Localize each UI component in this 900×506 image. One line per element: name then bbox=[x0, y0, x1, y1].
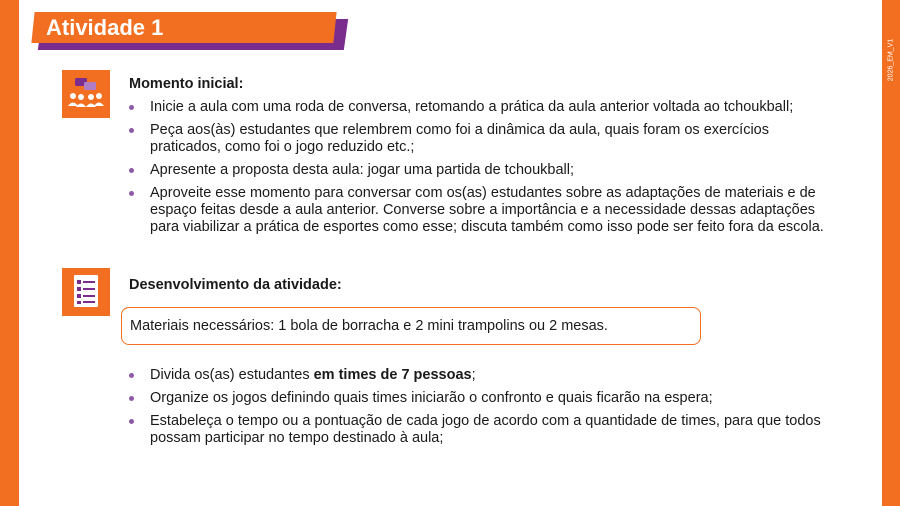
section2-list bbox=[129, 367, 829, 453]
section1-heading: Momento inicial: bbox=[129, 76, 244, 92]
section1-list bbox=[129, 99, 829, 242]
list-item: Organize os jogos definindo quais times iniciarão o confronto e quais ficarão na espera; bbox=[129, 390, 829, 407]
page-title: Atividade 1 bbox=[46, 15, 164, 40]
list-item: Inicie a aula com uma roda de conversa, retomando a prática da aula anterior voltada ao tchoukball; bbox=[129, 99, 829, 116]
list-item: Divida os(as) estudantes em times de 7 pessoas; bbox=[129, 367, 829, 384]
section2-heading: Desenvolvimento da atividade: bbox=[129, 277, 342, 293]
group-discussion-icon bbox=[62, 70, 110, 118]
left-accent-bar bbox=[0, 0, 19, 506]
list-item: Aproveite esse momento para conversar com os(as) estudantes sobre as adaptações de materiais e de espaço feitas desde a aula anterior. Converse sobre a importância e a necessidade dessas adaptações para viabilizar a prática de esportes como esse; discuta também como isso pode ser feito fora da escola. bbox=[129, 185, 829, 236]
list-item: Peça aos(às) estudantes que relembrem como foi a dinâmica da aula, quais foram os exercícios praticados, como foi o jogo reduzido etc.; bbox=[129, 122, 829, 156]
list-item: Estabeleça o tempo ou a pontuação de cada jogo de acordo com a quantidade de times, para que todos possam participar no tempo destinado à aula; bbox=[129, 413, 829, 447]
materials-text: Materiais necessários: 1 bola de borracha e 2 mini trampolins ou 2 mesas. bbox=[130, 318, 608, 334]
bold-text: em times de 7 pessoas bbox=[313, 367, 472, 383]
materials-box bbox=[121, 307, 701, 345]
doc-code: 2026_EM_V1 bbox=[887, 38, 895, 82]
checklist-icon bbox=[62, 268, 110, 316]
list-item: Apresente a proposta desta aula: jogar uma partida de tchoukball; bbox=[129, 162, 829, 179]
